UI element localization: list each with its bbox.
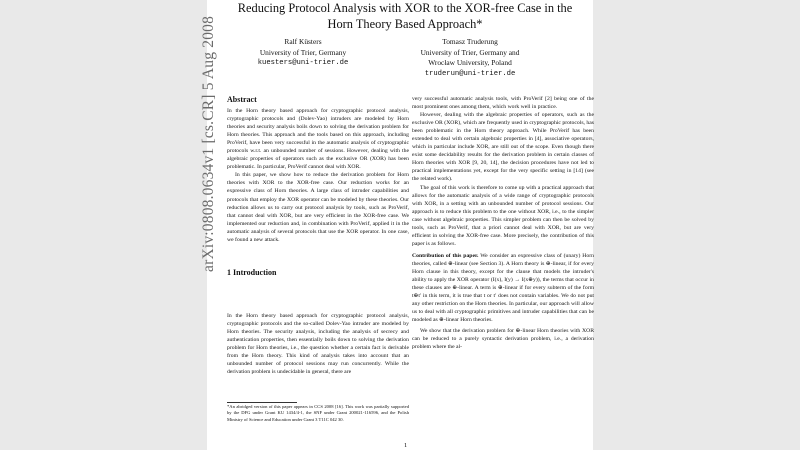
paper-title: Reducing Protocol Analysis with XOR to the XOR-free Case in the Horn Theory Based Approach* [237,1,573,31]
arxiv-identifier-stamp: arXiv:0808.0634v1 [cs.CR] 5 Aug 2008 [200,15,217,272]
author-block-2 [410,37,530,79]
page-number: 1 [404,442,408,449]
right-column-body [412,95,594,351]
abstract-body [227,107,409,244]
author-email[interactable]: truderun@uni-trier.de [424,69,516,78]
contribution-text: We consider an expressive class of (unary) Horn theories, called ⊕-linear (see Section 3). A Horn theory is ⊕-linear, if for every Horn clause in this theory, except for the clause that models the intruder's ability to apply the XOR operator (I(x), I(y) → I(x⊕y)), the terms that occur in these clauses are ⊕-linear. A term is ⊕-linear if for every subterm of the form t⊕t′ in this term, it is true that t or t′ does not contain variables. We do not put any other restriction on the Horn theories. In particular, our approach will allow us to deal with all cryptographic primitives and intruder capabilities that can be modeled as ⊕-linear Horn theories. [412,252,594,324]
footnote: *An abridged version of this paper appears in CCS 2008 [16]. This work was partially supported by the DFG under Grant KU 1434/4-1, the SNF under Grant 200021-116596, and the Polish Ministry of Science and Education under Grant 3 T11C 042 30. [227,404,409,422]
abstract-paragraph: In this paper, we show how to reduce the derivation problem for Horn theories with XOR to the XOR-free case. Our reduction works for an expressive class of Horn theories. A large class of intruder capabilities and protocols that employ the XOR operator can be modeled by these theories. Our reduction allows us to carry out protocol analysis by tools, such as ProVerif, that cannot deal with XOR, but are very efficient in the XOR-free case. We implemented our reduction and, in combination with ProVerif, applied it in the automatic analysis of several protocols that use the XOR operator. In one case, we found a new attack. [227,172,409,243]
body-paragraph: We show that the derivation problem for ⊕-linear Horn theories with XOR can be reduced to a purely syntactic derivation problem, i.e., a derivation problem where the al- [412,328,594,351]
author-affiliation: University of Trier, Germany and [420,47,520,57]
introduction-body [227,312,409,376]
contribution-runin-heading: Contribution of this paper. [412,252,479,259]
intro-paragraph: In the Horn theory based approach for cryptographic protocol analysis, cryptographic protocols and the so-called Dolev-Yao intruder are modeled by Horn theories. The security analysis, including the analysis of secrecy and authentication properties, then essentially boils down to solving the derivation problem for Horn theories, i.e., the question whether a certain fact is derivable from the Horn theory. This kind of analysis takes into account that an unbounded number of protocol sessions may run concurrently. While the derivation problem is undecidable in general, there are [227,313,409,376]
body-paragraph: The goal of this work is therefore to come up with a practical approach that allows for the automatic analysis of a wide range of cryptographic protocols with XOR, in a setting with an unbounded number of protocol sessions. Our approach is to reduce this problem to the one without XOR, i.e., to the simpler case without algebraic properties. This simpler problem can then be solved by tools, such as ProVerif, that a priori cannot deal with XOR, but are very efficient in solving the XOR-free case. More precisely, the contribution of this paper is as follows. [412,184,594,247]
body-paragraph: very successful automatic analysis tools, with ProVerif [2] being one of the most prominent ones among them, which work well in practice. [412,96,594,111]
body-paragraph: However, dealing with the algebraic properties of operators, such as the exclusive OR (XOR), which are frequently used in cryptographic protocols, has been problematic in the Horn theory approach. While ProVerif has been extended to deal with certain algebraic properties in [4], associative operators, which in particular include XOR, are still out of the scope. Even though there exist some decidability results for the derivation problem in certain classes of Horn theories with XOR [9, 20, 14], the decision procedures have not led to practical implementations yet, except for the very specific setting in [14] (see the related work). [412,112,594,183]
author-affiliation: University of Trier, Germany [259,47,347,57]
introduction-heading: 1 Introduction [227,268,277,277]
author-block-1 [248,37,358,69]
author-name: Tomasz Truderung [442,37,498,46]
footnote-divider [227,402,297,403]
abstract-heading: Abstract [227,95,257,104]
contribution-paragraph [412,252,594,324]
author-email[interactable]: kuesters@uni-trier.de [257,59,349,67]
author-affiliation: Wrocław University, Poland [428,58,512,67]
abstract-paragraph: In the Horn theory based approach for cryptographic protocol analysis, cryptographic protocols and (Dolev-Yao) intruders are modeled by Horn theories and security analysis boils down to solving the derivation problem for Horn theories. This approach and the tools based on this approach, including ProVerif, have been very successful in the automatic analysis of cryptographic protocols w.r.t. an unbounded number of sessions. However, dealing with the algebraic properties of operators such as the exclusive OR (XOR) has been problematic. In particular, ProVerif cannot deal with XOR. [227,108,409,171]
author-name: Ralf Küsters [284,37,322,46]
